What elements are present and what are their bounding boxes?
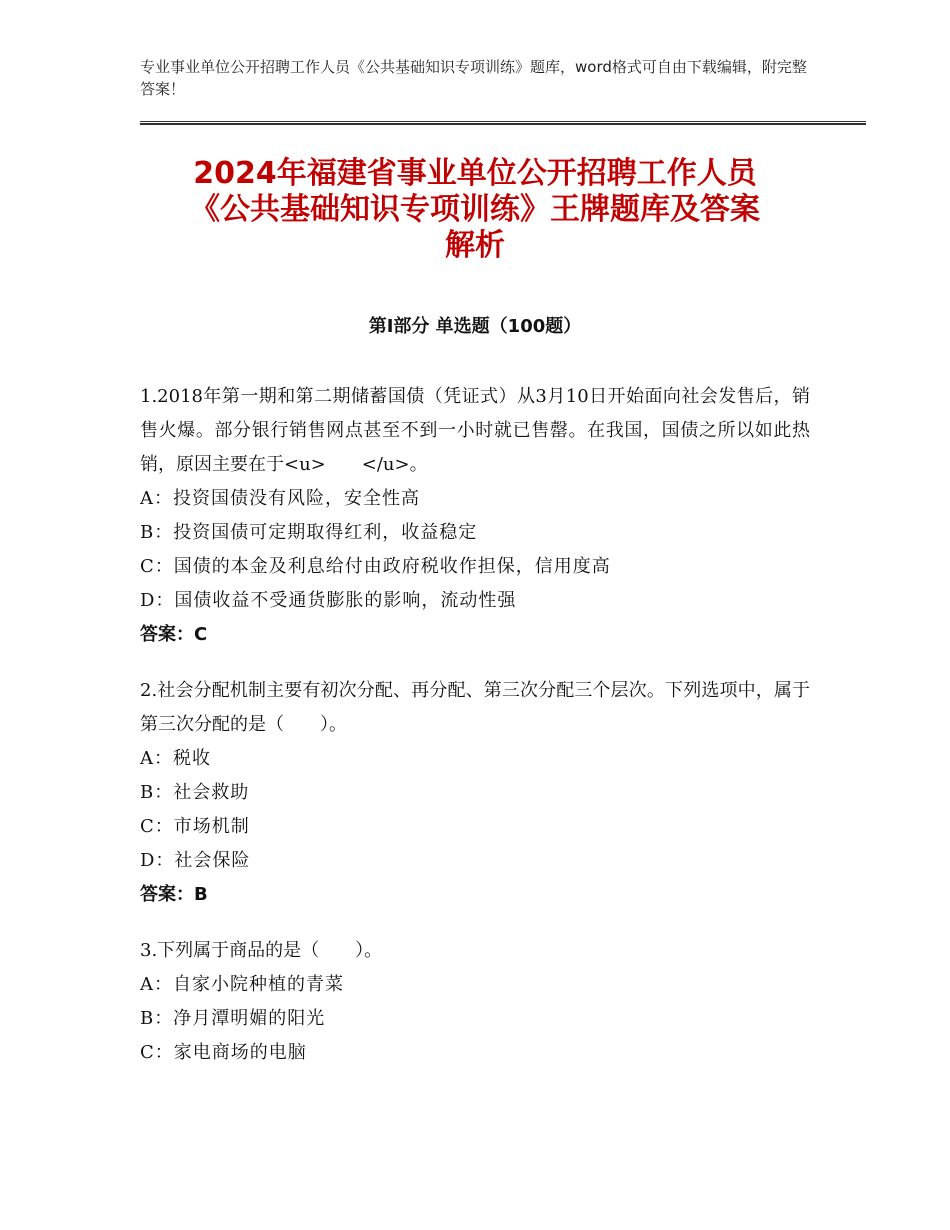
option-c: C：市场机制: [140, 816, 250, 837]
option-a: A：自家小院种植的青菜: [140, 974, 344, 995]
document-title: [130, 156, 820, 264]
option-b: B：投资国债可定期取得红利，收益稳定: [140, 522, 478, 543]
option-a: A：税收: [140, 748, 211, 769]
header-note: 专业事业单位公开招聘工作人员《公共基础知识专项训练》题库，word格式可自由下载编辑，附完整答案！: [140, 58, 807, 98]
option-c: C：家电商场的电脑: [140, 1042, 307, 1063]
question-list: [140, 380, 810, 1092]
answer: 答案：C: [140, 624, 208, 645]
header-divider: [140, 121, 866, 125]
title-line-2: 《公共基础知识专项训练》王牌题库及答案: [190, 192, 760, 227]
question-2: [140, 674, 810, 912]
question-stem: 3.下列属于商品的是（ ）。: [140, 940, 383, 961]
option-a: A：投资国债没有风险，安全性高: [140, 488, 420, 509]
section-title: 第Ⅰ部分 单选题（100题）: [368, 316, 582, 337]
option-b: B：社会救助: [140, 782, 250, 803]
question-stem: 2.社会分配机制主要有初次分配、再分配、第三次分配三个层次。下列选项中，属于第三次分配的是（ ）。: [140, 680, 810, 735]
option-b: B：净月潭明媚的阳光: [140, 1008, 326, 1029]
question-1: [140, 380, 810, 652]
question-stem: 1.2018年第一期和第二期储蓄国债（凭证式）从3月10日开始面向社会发售后，销售火爆。部分银行销售网点甚至不到一小时就已售罄。在我国，国债之所以如此热销，原因主要在于<u> </u>。: [140, 386, 810, 475]
option-c: C：国债的本金及利息给付由政府税收作担保，信用度高: [140, 556, 611, 577]
option-d: D：社会保险: [140, 850, 251, 871]
answer: 答案：B: [140, 884, 208, 905]
title-line-3: 解析: [445, 228, 505, 263]
question-3: [140, 934, 810, 1070]
option-d: D：国债收益不受通货膨胀的影响，流动性强: [140, 590, 517, 611]
title-line-1: 2024年福建省事业单位公开招聘工作人员: [193, 156, 757, 191]
